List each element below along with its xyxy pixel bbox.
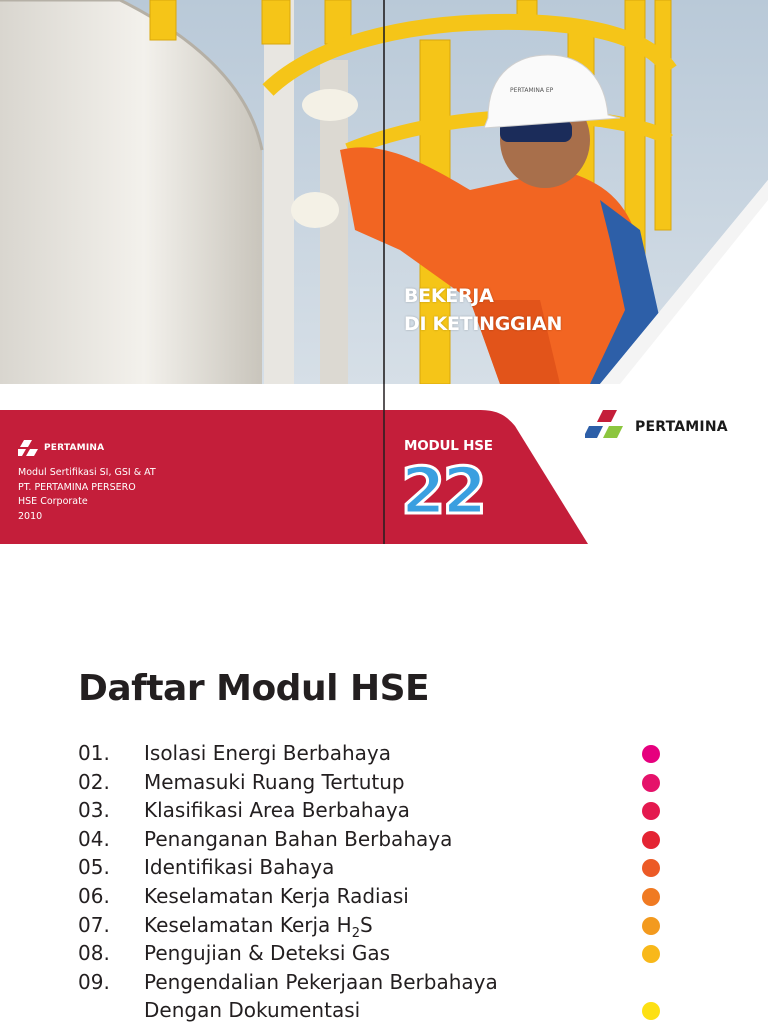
info-line-1: Modul Sertifikasi SI, GSI & AT — [18, 467, 156, 478]
spine-line — [383, 0, 385, 384]
cover-title-line2: DI KETINGGIAN — [404, 313, 563, 335]
color-dot — [642, 831, 660, 849]
cover-title-line1: BEKERJA — [404, 285, 494, 307]
info-line-2: PT. PERTAMINA PERSERO — [18, 481, 136, 493]
helmet-text: PERTAMINA EP — [510, 87, 554, 94]
color-dot — [642, 802, 660, 820]
color-dot — [642, 917, 660, 935]
list-item — [78, 796, 678, 825]
item-label-main: Keselamatan Kerja H — [144, 912, 352, 937]
info-line-4: 2010 — [18, 510, 43, 522]
item-number: 07. — [78, 912, 110, 937]
cover-title — [404, 282, 562, 338]
item-number: 06. — [78, 883, 110, 908]
list-item — [78, 882, 678, 911]
color-dot — [642, 1002, 660, 1020]
pertamina-logo-icon — [585, 410, 629, 444]
item-label: Pengujian & Deteksi Gas — [144, 941, 390, 966]
brand-name: PERTAMINA — [635, 419, 728, 435]
color-dot — [642, 859, 660, 877]
list-item — [78, 911, 678, 940]
item-label: Keselamatan Kerja Radiasi — [144, 883, 409, 908]
item-label: Penanganan Bahan Berbahaya — [144, 826, 453, 851]
list-item — [78, 939, 678, 968]
item-label — [144, 911, 373, 940]
band-logo-text: PERTAMINA — [44, 443, 105, 453]
list-item — [78, 968, 678, 1025]
item-label: Pengendalian Pekerjaan Berbahaya — [144, 969, 498, 994]
pertamina-logo-icon — [18, 440, 40, 456]
item-number: 01. — [78, 741, 110, 765]
module-list — [78, 739, 678, 1025]
item-number: 05. — [78, 855, 110, 880]
item-number: 04. — [78, 826, 110, 851]
item-label: Memasuki Ruang Tertutup — [144, 769, 405, 794]
color-dot — [642, 745, 660, 763]
band-logo — [18, 440, 104, 456]
item-label-line2: Dengan Dokumentasi — [144, 998, 361, 1023]
item-number: 08. — [78, 941, 110, 966]
item-label-tail: S — [359, 912, 373, 937]
color-dot — [642, 888, 660, 906]
publication-info — [18, 466, 156, 524]
item-label: Klasifikasi Area Berbahaya — [144, 798, 410, 823]
list-item — [78, 768, 678, 797]
item-number: 09. — [78, 969, 110, 994]
pertamina-brand — [585, 410, 728, 444]
list-item — [78, 825, 678, 854]
list-item — [78, 853, 678, 882]
item-label: Isolasi Energi Berbahaya — [144, 741, 392, 765]
item-number: 03. — [78, 798, 110, 823]
modul-label: MODUL HSE — [404, 438, 493, 454]
modul-number: 22 — [401, 455, 485, 529]
list-title: Daftar Modul HSE — [78, 668, 430, 709]
list-item — [78, 739, 678, 768]
item-label-subscript: 2 — [351, 925, 360, 941]
info-line-3: HSE Corporate — [18, 496, 88, 507]
item-label: Identifikasi Bahaya — [144, 855, 335, 880]
color-dot — [642, 945, 660, 963]
item-number: 02. — [78, 769, 110, 794]
color-dot — [642, 774, 660, 792]
